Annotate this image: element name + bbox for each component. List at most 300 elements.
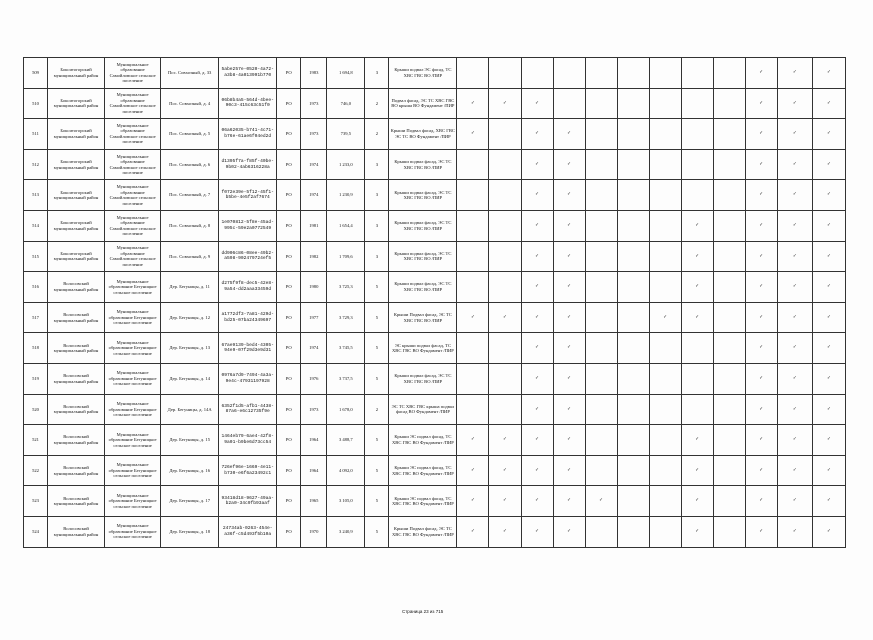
check-mark-icon: ✓ [812,272,845,303]
check-mark-icon: ✓ [521,425,553,456]
cell-area: 3 729,3 [327,302,365,333]
cell-type: РО [277,272,301,303]
empty-cell [617,486,649,517]
check-mark-icon: ✓ [649,302,681,333]
cell-no: 512 [24,149,48,180]
cell-no: 513 [24,180,48,211]
cell-district: Бокситогорский муниципальный район [48,119,105,150]
empty-cell [713,302,745,333]
cell-no: 523 [24,486,48,517]
check-mark-icon: ✓ [777,486,812,517]
page-footer: Страница 23 из 715 [402,609,444,614]
cell-uid: a1772df3-7a81-429d-bd25-07ba24349697 [219,302,277,333]
check-mark-icon: ✓ [585,486,617,517]
cell-no: 514 [24,210,48,241]
check-mark-icon: ✓ [457,486,489,517]
empty-cell [617,180,649,211]
empty-cell [617,363,649,394]
cell-floors: 3 [365,58,389,89]
empty-cell [649,516,681,547]
check-mark-icon: ✓ [812,58,845,89]
check-mark-icon: ✓ [553,333,585,364]
cell-works: Крыши ЭС подвал фасад, ТС ХВС ГВС ВО Фундамент /ПИР [389,455,457,486]
table-row [24,58,846,89]
empty-cell [489,58,521,89]
cell-address: Пос. Совхозный, д. 33 [161,58,219,89]
cell-address: Пос. Совхозный, д. 4 [161,88,219,119]
empty-cell [649,119,681,150]
cell-year: 1974 [301,149,327,180]
cell-no: 516 [24,272,48,303]
cell-address: Дер. Бегуницы, д. 18 [161,516,219,547]
check-mark-icon: ✓ [553,425,585,456]
cell-year: 1982 [301,241,327,272]
cell-floors: 2 [365,394,389,425]
empty-cell [457,363,489,394]
cell-floors: 3 [365,149,389,180]
empty-cell [585,149,617,180]
cell-district: Волосовский муниципальный район [48,363,105,394]
empty-cell [617,58,649,89]
empty-cell [553,88,585,119]
cell-no: 515 [24,241,48,272]
cell-floors: 2 [365,119,389,150]
check-mark-icon: ✓ [457,302,489,333]
empty-cell [457,180,489,211]
cell-floors: 3 [365,180,389,211]
empty-cell [713,272,745,303]
cell-municipality: Муниципальное образование Самойловское сельское поселение [105,241,161,272]
check-mark-icon: ✓ [745,241,777,272]
housing-table [23,57,846,548]
empty-cell [713,516,745,547]
cell-municipality: Муниципальное образование Бегуницкое сельское поселение [105,302,161,333]
cell-no: 522 [24,455,48,486]
check-mark-icon: ✓ [553,363,585,394]
cell-address: Дер. Бегуницы, д. 14А [161,394,219,425]
check-mark-icon: ✓ [457,425,489,456]
cell-uid: 0976a7d9-7494-4a3a-9e4c-47931197928 [219,363,277,394]
empty-cell [617,302,649,333]
cell-type: РО [277,363,301,394]
check-mark-icon: ✓ [745,333,777,364]
cell-type: РО [277,486,301,517]
empty-cell [457,241,489,272]
cell-year: 1973 [301,119,327,150]
empty-cell [457,333,489,364]
cell-uid: dd906c86-08ee-49b2-a598-902479724ef5 [219,241,277,272]
cell-works: Крыши ЭС подвал фасад, ТС ХВС ГВС ВО Фундамент /ПИР [389,486,457,517]
check-mark-icon: ✓ [521,272,553,303]
cell-municipality: Муниципальное образование Бегуницкое сельское поселение [105,394,161,425]
check-mark-icon: ✓ [521,363,553,394]
cell-year: 1977 [301,302,327,333]
check-mark-icon: ✓ [521,210,553,241]
empty-cell [617,333,649,364]
check-mark-icon: ✓ [812,180,845,211]
check-mark-icon: ✓ [457,88,489,119]
check-mark-icon: ✓ [521,486,553,517]
cell-address: Пос. Совхозный, д. 7 [161,180,219,211]
check-mark-icon: ✓ [812,455,845,486]
cell-area: 3 725,3 [327,272,365,303]
cell-address: Дер. Бегуницы, д. 17 [161,486,219,517]
cell-municipality: Муниципальное образование Самойловское сельское поселение [105,119,161,150]
check-mark-icon: ✓ [681,272,713,303]
check-mark-icon: ✓ [745,486,777,517]
empty-cell [681,88,713,119]
check-mark-icon: ✓ [745,455,777,486]
empty-cell [617,516,649,547]
empty-cell [681,333,713,364]
empty-cell [617,149,649,180]
cell-district: Бокситогорский муниципальный район [48,241,105,272]
empty-cell [681,149,713,180]
check-mark-icon: ✓ [681,455,713,486]
cell-type: РО [277,333,301,364]
cell-uid: 5abe257e-0520-4a72-a3b8-4a013991b770 [219,58,277,89]
cell-district: Бокситогорский муниципальный район [48,149,105,180]
cell-municipality: Муниципальное образование Самойловское сельское поселение [105,210,161,241]
cell-area: 3 737,5 [327,363,365,394]
cell-address: Пос. Совхозный, д. 9 [161,241,219,272]
check-mark-icon: ✓ [777,241,812,272]
check-mark-icon: ✓ [777,149,812,180]
check-mark-icon: ✓ [489,302,521,333]
cell-no: 510 [24,88,48,119]
empty-cell [585,88,617,119]
check-mark-icon: ✓ [553,272,585,303]
check-mark-icon: ✓ [777,210,812,241]
check-mark-icon: ✓ [745,425,777,456]
check-mark-icon: ✓ [812,486,845,517]
empty-cell [649,58,681,89]
cell-municipality: Муниципальное образование Самойловское сельское поселение [105,180,161,211]
empty-cell [649,455,681,486]
table-row [24,119,846,150]
cell-area: 1 709,6 [327,241,365,272]
cell-uid: 06b8b4a5-564d-4bee-90c3-415c63c51f0 [219,88,277,119]
cell-address: Пос. Совхозный, д. 5 [161,119,219,150]
check-mark-icon: ✓ [745,180,777,211]
check-mark-icon: ✓ [812,210,845,241]
cell-no: 509 [24,58,48,89]
cell-type: РО [277,516,301,547]
check-mark-icon: ✓ [489,516,521,547]
table-row [24,363,846,394]
empty-cell [553,58,585,89]
check-mark-icon: ✓ [681,302,713,333]
check-mark-icon: ✓ [457,455,489,486]
empty-cell [457,149,489,180]
empty-cell [489,210,521,241]
empty-cell [585,58,617,89]
empty-cell [713,455,745,486]
check-mark-icon: ✓ [777,88,812,119]
check-mark-icon: ✓ [553,210,585,241]
cell-works: Крыши подвал фасад, ЭС ТС ХВС ГВС ВО /ПИР [389,149,457,180]
table-row [24,486,846,517]
check-mark-icon: ✓ [745,210,777,241]
cell-year: 1964 [301,425,327,456]
cell-no: 518 [24,333,48,364]
check-mark-icon: ✓ [745,149,777,180]
empty-cell [585,425,617,456]
cell-address: Дер. Бегуницы, д. 11 [161,272,219,303]
check-mark-icon: ✓ [812,394,845,425]
check-mark-icon: ✓ [812,363,845,394]
check-mark-icon: ✓ [681,241,713,272]
empty-cell [681,363,713,394]
table-row [24,180,846,211]
check-mark-icon: ✓ [553,455,585,486]
empty-cell [489,180,521,211]
empty-cell [649,180,681,211]
cell-works: Крыши Подвал фасад, ЭС ТС ХВС ГВС ВО Фундамент /ПИР [389,516,457,547]
empty-cell [649,333,681,364]
empty-cell [713,88,745,119]
check-mark-icon: ✓ [745,302,777,333]
check-mark-icon: ✓ [553,119,585,150]
table-row [24,210,846,241]
cell-no: 524 [24,516,48,547]
empty-cell [617,455,649,486]
cell-works: Крыши Подвал фасад, ЭС ТС ХВС ГВС ВО /ПИР [389,302,457,333]
cell-uid: 67ae9139-bed4-4305-94e9-07f29d3e9d31 [219,333,277,364]
cell-district: Волосовский муниципальный район [48,425,105,456]
cell-works: ЭС ТС ХВС ГВС крыша подвал фасад ВО Фундамент /ПИР [389,394,457,425]
cell-year: 1964 [301,455,327,486]
empty-cell [649,88,681,119]
empty-cell [585,455,617,486]
cell-uid: 1e070812-5f8e-45ad-995c-59e2a0772549 [219,210,277,241]
empty-cell [681,180,713,211]
cell-uid: d1395f7a-f85f-40be-9b02-4ab6316228a [219,149,277,180]
empty-cell [649,486,681,517]
check-mark-icon: ✓ [553,516,585,547]
check-mark-icon: ✓ [777,425,812,456]
cell-municipality: Муниципальное образование Бегуницкое сельское поселение [105,516,161,547]
empty-cell [585,272,617,303]
cell-year: 1970 [301,516,327,547]
check-mark-icon: ✓ [489,486,521,517]
empty-cell [585,363,617,394]
check-mark-icon: ✓ [812,119,845,150]
empty-cell [713,486,745,517]
cell-area: 1 654,4 [327,210,365,241]
cell-uid: 06a62035-b741-4c71-b76e-61ae6f04ed2d [219,119,277,150]
empty-cell [585,302,617,333]
cell-floors: 5 [365,363,389,394]
check-mark-icon: ✓ [521,516,553,547]
cell-municipality: Муниципальное образование Самойловское сельское поселение [105,149,161,180]
check-mark-icon: ✓ [812,425,845,456]
check-mark-icon: ✓ [777,455,812,486]
cell-district: Бокситогорский муниципальный район [48,210,105,241]
check-mark-icon: ✓ [521,241,553,272]
cell-address: Дер. Бегуницы, д. 15 [161,425,219,456]
cell-floors: 2 [365,88,389,119]
cell-no: 520 [24,394,48,425]
check-mark-icon: ✓ [777,333,812,364]
check-mark-icon: ✓ [553,149,585,180]
cell-floors: 5 [365,486,389,517]
check-mark-icon: ✓ [812,302,845,333]
check-mark-icon: ✓ [777,58,812,89]
empty-cell [457,272,489,303]
empty-cell [489,241,521,272]
cell-floors: 5 [365,333,389,364]
cell-uid: 24734ab-0263-454e-a36f-c5d493f5b10a [219,516,277,547]
cell-works: Крыши подвал ЭС фасад, ТС ХВС ГВС ВО /ПИР [389,58,457,89]
check-mark-icon: ✓ [457,119,489,150]
empty-cell [617,394,649,425]
check-mark-icon: ✓ [489,88,521,119]
empty-cell [681,58,713,89]
empty-cell [585,394,617,425]
empty-cell [713,58,745,89]
check-mark-icon: ✓ [521,455,553,486]
check-mark-icon: ✓ [812,516,845,547]
check-mark-icon: ✓ [777,394,812,425]
cell-year: 1974 [301,333,327,364]
cell-uid: 6352f1d5-afb1-4438-87a6-e6c12735f9e [219,394,277,425]
cell-area: 746,0 [327,88,365,119]
check-mark-icon: ✓ [777,302,812,333]
cell-uid: 726ef96e-1669-4e11-b730-e6f6a23492c1 [219,455,277,486]
cell-no: 521 [24,425,48,456]
check-mark-icon: ✓ [521,394,553,425]
cell-area: 739,5 [327,119,365,150]
check-mark-icon: ✓ [553,302,585,333]
cell-municipality: Муниципальное образование Самойловское сельское поселение [105,58,161,89]
cell-floors: 5 [365,272,389,303]
empty-cell [649,425,681,456]
cell-address: Дер. Бегуницы, д. 12 [161,302,219,333]
check-mark-icon: ✓ [745,272,777,303]
empty-cell [713,394,745,425]
empty-cell [585,241,617,272]
cell-district: Волосовский муниципальный район [48,333,105,364]
cell-year: 1981 [301,210,327,241]
cell-area: 3 488,7 [327,425,365,456]
cell-area: 3 240,9 [327,516,365,547]
check-mark-icon: ✓ [745,88,777,119]
table-row [24,455,846,486]
empty-cell [649,272,681,303]
check-mark-icon: ✓ [521,180,553,211]
cell-district: Волосовский муниципальный район [48,516,105,547]
check-mark-icon: ✓ [553,180,585,211]
cell-municipality: Муниципальное образование Самойловское сельское поселение [105,88,161,119]
empty-cell [489,394,521,425]
cell-address: Дер. Бегуницы, д. 13 [161,333,219,364]
check-mark-icon: ✓ [489,455,521,486]
cell-address: Пос. Совхозный, д. 8 [161,210,219,241]
cell-no: 517 [24,302,48,333]
empty-cell [457,58,489,89]
cell-works: Крыши подвал фасад, ЭС ТС ХВС ГВС ВО /ПИР [389,272,457,303]
cell-district: Волосовский муниципальный район [48,302,105,333]
cell-uid: f072e39e-5f12-45f1-b5be-4e5f2af7674 [219,180,277,211]
empty-cell [521,58,553,89]
cell-municipality: Муниципальное образование Бегуницкое сельское поселение [105,455,161,486]
cell-year: 1976 [301,363,327,394]
check-mark-icon: ✓ [681,486,713,517]
empty-cell [649,241,681,272]
check-mark-icon: ✓ [745,394,777,425]
cell-municipality: Муниципальное образование Бегуницкое сельское поселение [105,486,161,517]
cell-year: 1973 [301,394,327,425]
empty-cell [713,210,745,241]
cell-works: Крыши подвал фасад, ЭС ТС ХВС ГВС ВО /ПИР [389,210,457,241]
empty-cell [585,180,617,211]
cell-floors: 5 [365,302,389,333]
cell-uid: 1464eb79-6ae4-42f8-9a01-b9be6d73cc54 [219,425,277,456]
cell-municipality: Муниципальное образование Бегуницкое сельское поселение [105,272,161,303]
empty-cell [713,119,745,150]
empty-cell [649,394,681,425]
empty-cell [617,272,649,303]
cell-address: Пос. Совхозный, д. 6 [161,149,219,180]
cell-floors: 3 [365,241,389,272]
check-mark-icon: ✓ [777,363,812,394]
cell-area: 1 233,0 [327,149,365,180]
cell-type: РО [277,119,301,150]
cell-year: 1973 [301,88,327,119]
empty-cell [585,333,617,364]
cell-type: РО [277,210,301,241]
check-mark-icon: ✓ [553,241,585,272]
check-mark-icon: ✓ [521,149,553,180]
cell-works: Крыши подвал фасад, ЭС ТС ХВС ГВС ВО /ПИР [389,180,457,211]
check-mark-icon: ✓ [521,302,553,333]
check-mark-icon: ✓ [812,241,845,272]
check-mark-icon: ✓ [681,516,713,547]
empty-cell [649,210,681,241]
table-row [24,394,846,425]
cell-year: 1974 [301,180,327,211]
cell-district: Бокситогорский муниципальный район [48,88,105,119]
cell-floors: 5 [365,455,389,486]
cell-municipality: Муниципальное образование Бегуницкое сельское поселение [105,333,161,364]
empty-cell [617,119,649,150]
table-row [24,272,846,303]
empty-cell [681,394,713,425]
cell-district: Волосовский муниципальный район [48,272,105,303]
cell-type: РО [277,241,301,272]
check-mark-icon: ✓ [457,516,489,547]
empty-cell [585,516,617,547]
cell-address: Дер. Бегуницы, д. 16 [161,455,219,486]
cell-floors: 5 [365,516,389,547]
check-mark-icon: ✓ [812,88,845,119]
cell-uid: d275f9f8-dec5-42e8-9a54-dd2aaa33459d [219,272,277,303]
empty-cell [617,88,649,119]
empty-cell [617,210,649,241]
cell-works: ЭС крыши подвал фасад, ТС ХВС ГВС ВО Фундамент /ПИР [389,333,457,364]
empty-cell [489,149,521,180]
cell-area: 3 105,0 [327,486,365,517]
cell-works: Крыши подвал фасад, ЭС ТС ХВС ГВС ВО /ПИР [389,241,457,272]
table-row [24,88,846,119]
empty-cell [489,119,521,150]
empty-cell [649,363,681,394]
table-row [24,149,846,180]
check-mark-icon: ✓ [521,88,553,119]
cell-no: 519 [24,363,48,394]
cell-district: Бокситогорский муниципальный район [48,180,105,211]
